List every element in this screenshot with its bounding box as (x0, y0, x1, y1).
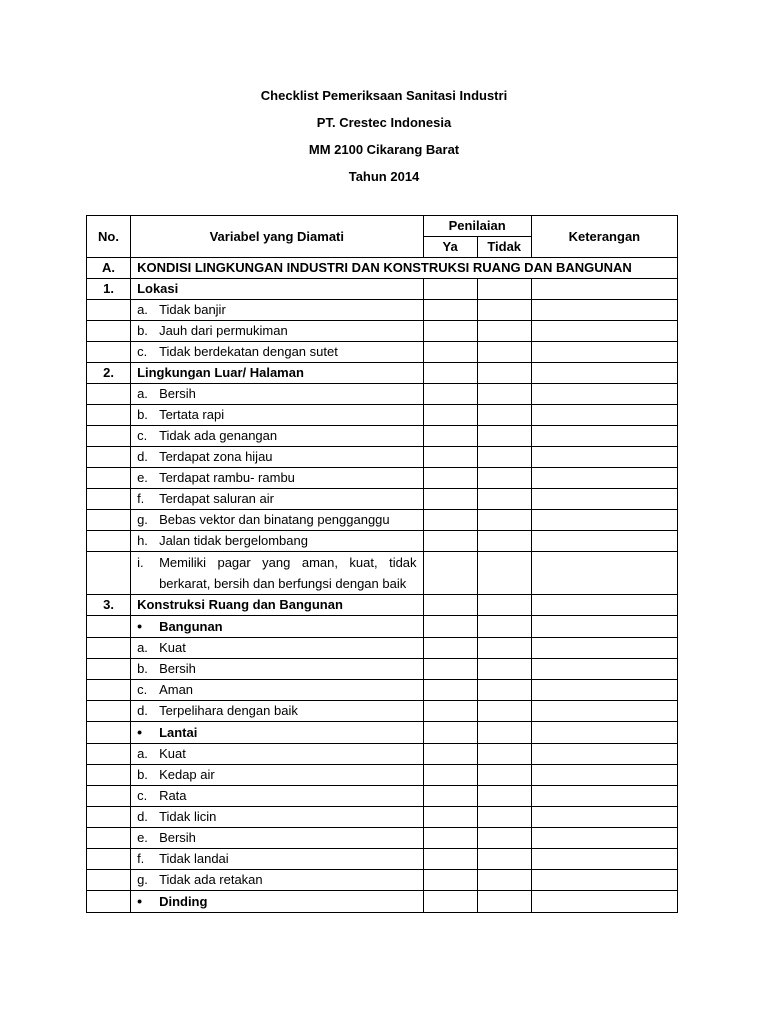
notes-cell[interactable] (531, 659, 677, 680)
notes-cell[interactable] (531, 342, 677, 363)
notes-cell[interactable] (531, 405, 677, 426)
notes-cell[interactable] (531, 616, 677, 638)
item-text: Tidak ada genangan (159, 428, 278, 443)
table-row (87, 405, 678, 426)
group-title: Konstruksi Ruang dan Bangunan (131, 595, 423, 616)
number-cell (87, 701, 131, 722)
company-name: PT. Crestec Indonesia (316, 115, 452, 130)
notes-cell[interactable] (531, 891, 677, 913)
item-marker: c. (137, 344, 148, 359)
item-text: Terdapat saluran air (159, 491, 274, 506)
bullet-icon: • (137, 893, 142, 909)
yes-cell[interactable] (423, 363, 477, 384)
number-cell (87, 870, 131, 891)
item-marker: b. (137, 407, 148, 422)
no-cell[interactable] (477, 384, 531, 405)
group-number: 2. (87, 363, 131, 384)
notes-cell[interactable] (531, 807, 677, 828)
table-row (87, 807, 678, 828)
yes-cell[interactable] (423, 595, 477, 616)
no-cell[interactable] (477, 405, 531, 426)
header-variable: Variabel yang Diamati (131, 216, 423, 258)
item-text: Terdapat rambu- rambu (159, 470, 295, 485)
item-text: Tertata rapi (159, 407, 225, 422)
header-yes: Ya (423, 237, 477, 258)
no-cell[interactable] (477, 701, 531, 722)
item-text: Terdapat zona hijau (159, 449, 273, 464)
subgroup-title: Bangunan (159, 619, 223, 634)
yes-cell[interactable] (423, 638, 477, 659)
item-cell (131, 765, 423, 786)
notes-cell[interactable] (531, 510, 677, 531)
number-cell (87, 680, 131, 701)
notes-cell[interactable] (531, 722, 677, 744)
item-cell (131, 849, 423, 870)
number-cell (87, 489, 131, 510)
header-notes: Keterangan (531, 216, 677, 258)
number-cell (87, 744, 131, 765)
item-text: Memiliki pagar yang aman, kuat, tidak berkarat, bersih dan berfungsi dengan baik (159, 555, 417, 591)
table-row (87, 828, 678, 849)
no-cell[interactable] (477, 510, 531, 531)
number-cell (87, 468, 131, 489)
table-row (87, 552, 678, 595)
number-cell (87, 765, 131, 786)
number-cell (87, 849, 131, 870)
number-cell (87, 722, 131, 744)
item-marker: g. (137, 872, 148, 887)
yes-cell[interactable] (423, 426, 477, 447)
notes-cell[interactable] (531, 426, 677, 447)
item-cell (131, 552, 423, 595)
item-marker: c. (137, 682, 148, 697)
yes-cell[interactable] (423, 659, 477, 680)
number-cell (87, 786, 131, 807)
yes-cell[interactable] (423, 765, 477, 786)
item-marker: a. (137, 640, 148, 655)
group-row (87, 363, 678, 384)
item-text: Kuat (159, 746, 186, 761)
item-cell (131, 870, 423, 891)
subgroup-cell (131, 722, 423, 744)
notes-cell[interactable] (531, 828, 677, 849)
document-title: Checklist Pemeriksaan Sanitasi Industri (260, 88, 508, 103)
subgroup-title: Dinding (159, 894, 208, 909)
document-header (0, 86, 768, 194)
yes-cell[interactable] (423, 849, 477, 870)
notes-cell[interactable] (531, 363, 677, 384)
group-title: Lingkungan Luar/ Halaman (131, 363, 423, 384)
yes-cell[interactable] (423, 510, 477, 531)
yes-cell[interactable] (423, 279, 477, 300)
number-cell (87, 891, 131, 913)
item-marker: e. (137, 830, 148, 845)
yes-cell[interactable] (423, 722, 477, 744)
document-year: Tahun 2014 (348, 169, 420, 184)
item-marker: a. (137, 302, 148, 317)
table-row (87, 468, 678, 489)
no-cell[interactable] (477, 531, 531, 552)
group-title: Lokasi (131, 279, 423, 300)
table-row (87, 426, 678, 447)
number-cell (87, 321, 131, 342)
item-text: Jalan tidak bergelombang (159, 533, 308, 548)
table-row (87, 786, 678, 807)
no-cell[interactable] (477, 616, 531, 638)
item-text: Tidak berdekatan dengan sutet (159, 344, 338, 359)
yes-cell[interactable] (423, 489, 477, 510)
number-cell (87, 384, 131, 405)
number-cell (87, 638, 131, 659)
subgroup-cell (131, 891, 423, 913)
header-no-answer: Tidak (477, 237, 531, 258)
item-cell (131, 300, 423, 321)
item-marker: f. (137, 491, 145, 506)
group-number: 1. (87, 279, 131, 300)
table-row (87, 384, 678, 405)
item-marker: b. (137, 323, 148, 338)
no-cell[interactable] (477, 447, 531, 468)
yes-cell[interactable] (423, 870, 477, 891)
item-text: Bersih (159, 386, 196, 401)
yes-cell[interactable] (423, 828, 477, 849)
item-marker: d. (137, 449, 148, 464)
notes-cell[interactable] (531, 744, 677, 765)
notes-cell[interactable] (531, 765, 677, 786)
item-cell (131, 828, 423, 849)
no-cell[interactable] (477, 744, 531, 765)
bullet-icon: • (137, 724, 142, 740)
no-cell[interactable] (477, 342, 531, 363)
no-cell[interactable] (477, 828, 531, 849)
subgroup-row (87, 616, 678, 638)
item-marker: f. (137, 851, 145, 866)
notes-cell[interactable] (531, 849, 677, 870)
checklist-table (86, 215, 678, 913)
notes-cell[interactable] (531, 638, 677, 659)
table-row (87, 321, 678, 342)
item-marker: h. (137, 533, 148, 548)
no-cell[interactable] (477, 638, 531, 659)
notes-cell[interactable] (531, 489, 677, 510)
notes-cell[interactable] (531, 384, 677, 405)
number-cell (87, 300, 131, 321)
item-text: Jauh dari permukiman (159, 323, 288, 338)
header-assessment: Penilaian (423, 216, 531, 237)
item-text: Tidak ada retakan (159, 872, 263, 887)
table-row (87, 447, 678, 468)
item-cell (131, 744, 423, 765)
company-location: MM 2100 Cikarang Barat (308, 142, 460, 157)
item-marker: e. (137, 470, 148, 485)
yes-cell[interactable] (423, 786, 477, 807)
number-cell (87, 552, 131, 595)
group-row (87, 595, 678, 616)
yes-cell[interactable] (423, 384, 477, 405)
no-cell[interactable] (477, 807, 531, 828)
item-text: Bersih (159, 661, 196, 676)
item-cell (131, 786, 423, 807)
no-cell[interactable] (477, 870, 531, 891)
notes-cell[interactable] (531, 321, 677, 342)
no-cell[interactable] (477, 489, 531, 510)
no-cell[interactable] (477, 891, 531, 913)
subgroup-row (87, 891, 678, 913)
number-cell (87, 807, 131, 828)
table-header-row (87, 216, 678, 237)
notes-cell[interactable] (531, 447, 677, 468)
yes-cell[interactable] (423, 680, 477, 701)
yes-cell[interactable] (423, 405, 477, 426)
item-cell (131, 321, 423, 342)
yes-cell[interactable] (423, 616, 477, 638)
header-no: No. (87, 216, 131, 258)
item-cell (131, 405, 423, 426)
subgroup-title: Lantai (159, 725, 198, 740)
item-text: Tidak landai (159, 851, 229, 866)
item-text: Tidak banjir (159, 302, 226, 317)
item-cell (131, 807, 423, 828)
item-cell (131, 489, 423, 510)
item-cell (131, 659, 423, 680)
table-row (87, 870, 678, 891)
no-cell[interactable] (477, 300, 531, 321)
item-text: Bersih (159, 830, 196, 845)
yes-cell[interactable] (423, 447, 477, 468)
table-row (87, 489, 678, 510)
item-text: Terpelihara dengan baik (159, 703, 298, 718)
table-row (87, 300, 678, 321)
no-cell[interactable] (477, 786, 531, 807)
item-marker: c. (137, 428, 148, 443)
table-row (87, 701, 678, 722)
table-row (87, 744, 678, 765)
group-row (87, 279, 678, 300)
no-cell[interactable] (477, 321, 531, 342)
no-cell[interactable] (477, 680, 531, 701)
item-marker: a. (137, 386, 148, 401)
yes-cell[interactable] (423, 744, 477, 765)
number-cell (87, 659, 131, 680)
item-cell (131, 531, 423, 552)
table-row (87, 849, 678, 870)
no-cell[interactable] (477, 765, 531, 786)
item-text: Bebas vektor dan binatang pengganggu (159, 512, 390, 527)
section-row (87, 258, 678, 279)
item-cell (131, 638, 423, 659)
yes-cell[interactable] (423, 342, 477, 363)
number-cell (87, 426, 131, 447)
yes-cell[interactable] (423, 300, 477, 321)
no-cell[interactable] (477, 552, 531, 595)
table-row (87, 638, 678, 659)
yes-cell[interactable] (423, 701, 477, 722)
number-cell (87, 510, 131, 531)
subgroup-cell (131, 616, 423, 638)
no-cell[interactable] (477, 595, 531, 616)
number-cell (87, 342, 131, 363)
notes-cell[interactable] (531, 701, 677, 722)
item-cell (131, 426, 423, 447)
item-cell (131, 510, 423, 531)
item-marker: b. (137, 661, 148, 676)
notes-cell[interactable] (531, 870, 677, 891)
notes-cell[interactable] (531, 531, 677, 552)
yes-cell[interactable] (423, 891, 477, 913)
notes-cell[interactable] (531, 595, 677, 616)
bullet-icon: • (137, 618, 142, 634)
number-cell (87, 531, 131, 552)
item-cell (131, 447, 423, 468)
table-row (87, 680, 678, 701)
notes-cell[interactable] (531, 279, 677, 300)
item-marker: c. (137, 788, 148, 803)
notes-cell[interactable] (531, 552, 677, 595)
notes-cell[interactable] (531, 786, 677, 807)
item-marker: i. (137, 555, 144, 570)
notes-cell[interactable] (531, 468, 677, 489)
table-row (87, 659, 678, 680)
notes-cell[interactable] (531, 300, 677, 321)
table-row (87, 342, 678, 363)
item-marker: b. (137, 767, 148, 782)
no-cell[interactable] (477, 722, 531, 744)
no-cell[interactable] (477, 659, 531, 680)
yes-cell[interactable] (423, 807, 477, 828)
number-cell (87, 447, 131, 468)
yes-cell[interactable] (423, 468, 477, 489)
item-text: Tidak licin (159, 809, 217, 824)
number-cell (87, 405, 131, 426)
item-cell (131, 342, 423, 363)
item-text: Aman (159, 682, 194, 697)
no-cell[interactable] (477, 468, 531, 489)
item-cell (131, 384, 423, 405)
item-cell (131, 468, 423, 489)
notes-cell[interactable] (531, 680, 677, 701)
item-text: Kuat (159, 640, 186, 655)
item-marker: d. (137, 809, 148, 824)
no-cell[interactable] (477, 363, 531, 384)
item-marker: g. (137, 512, 148, 527)
table-row (87, 531, 678, 552)
subgroup-row (87, 722, 678, 744)
yes-cell[interactable] (423, 531, 477, 552)
yes-cell[interactable] (423, 321, 477, 342)
group-number: 3. (87, 595, 131, 616)
section-title: KONDISI LINGKUNGAN INDUSTRI DAN KONSTRUKSI RUANG DAN BANGUNAN (131, 258, 678, 279)
number-cell (87, 828, 131, 849)
section-number: A. (87, 258, 131, 279)
table-row (87, 510, 678, 531)
item-marker: d. (137, 703, 148, 718)
item-cell (131, 701, 423, 722)
no-cell[interactable] (477, 279, 531, 300)
item-text: Rata (159, 788, 187, 803)
item-cell (131, 680, 423, 701)
table-row (87, 765, 678, 786)
no-cell[interactable] (477, 426, 531, 447)
number-cell (87, 616, 131, 638)
item-marker: a. (137, 746, 148, 761)
item-text: Kedap air (159, 767, 215, 782)
yes-cell[interactable] (423, 552, 477, 595)
no-cell[interactable] (477, 849, 531, 870)
